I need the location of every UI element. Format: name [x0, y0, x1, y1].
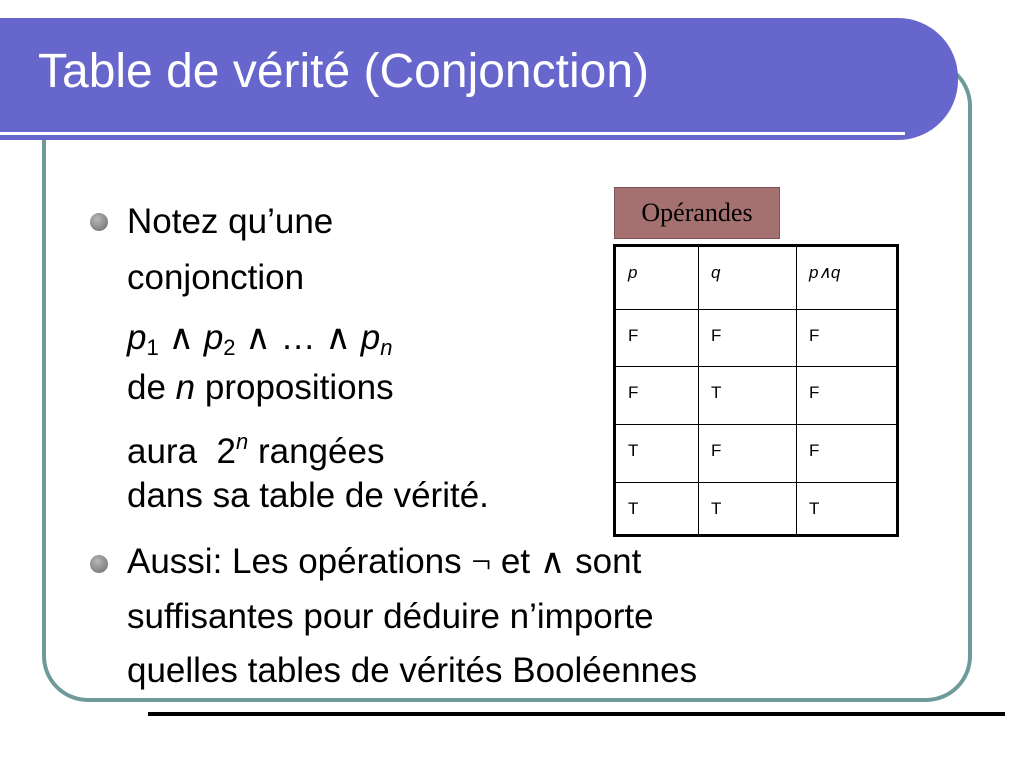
table-cell: T	[615, 425, 699, 483]
line-4-var: n	[175, 368, 196, 407]
table-row	[615, 483, 898, 536]
table-cell: T	[699, 483, 797, 536]
table-cell: F	[699, 425, 797, 483]
line-5-pre: aura	[127, 432, 198, 471]
table-cell: F	[797, 367, 898, 425]
formula-p2: p	[203, 318, 224, 357]
formula-sub-1: 1	[146, 335, 159, 360]
header-cell-p: p	[615, 246, 699, 310]
title-underline	[0, 132, 905, 135]
formula-sub-n: n	[380, 335, 393, 360]
formula-ellipsis: …	[280, 318, 316, 357]
line-4-post: propositions	[204, 368, 394, 407]
table-cell: F	[797, 310, 898, 367]
formula-and-2: ∧	[245, 318, 271, 357]
table-row	[615, 310, 898, 367]
table-cell: T	[615, 483, 699, 536]
table-cell: T	[797, 483, 898, 536]
bullet-2-post: sont	[575, 542, 642, 581]
bullet-2-line-2: suffisantes pour déduire n’importe	[127, 597, 654, 636]
table-cell: T	[699, 367, 797, 425]
bullet-2-line-3: quelles tables de vérités Booléennes	[127, 651, 698, 690]
header-cell-p-and-q: p∧q	[797, 246, 898, 310]
not-symbol: ¬	[471, 542, 492, 581]
bullet-1-line-6: dans sa table de vérité.	[127, 476, 489, 515]
bullet-2-marker	[90, 555, 108, 573]
table-cell: F	[699, 310, 797, 367]
header-cell-q: q	[699, 246, 797, 310]
table-cell: F	[615, 367, 699, 425]
bullet-2-pre: Aussi: Les opérations	[127, 542, 462, 581]
line-4-pre: de	[127, 368, 166, 407]
truth-table	[613, 244, 899, 537]
formula-sub-2: 2	[223, 335, 236, 360]
table-row	[615, 367, 898, 425]
table-cell: F	[615, 310, 699, 367]
bullet-2-line-1	[127, 542, 641, 582]
line-5-exp: n	[235, 429, 249, 454]
slide-title: Table de vérité (Conjonction)	[38, 45, 649, 98]
line-5-base: 2	[216, 432, 236, 471]
formula-and-3: ∧	[325, 318, 351, 357]
formula-and-1: ∧	[168, 318, 195, 357]
bullet-1-line-2: conjonction	[127, 258, 305, 297]
bullet-1-line-5	[127, 422, 384, 472]
bullet-1-line-1: Notez qu’une	[127, 202, 334, 241]
bullet-1-line-4	[127, 368, 394, 408]
formula-pn: p	[360, 318, 381, 357]
bullet-1-formula	[127, 318, 392, 368]
table-cell: F	[797, 425, 898, 483]
table-row	[615, 425, 898, 483]
bottom-rule	[148, 712, 1005, 716]
line-5-post: rangées	[257, 432, 385, 471]
bullet-1-marker	[90, 213, 108, 231]
bullet-2-mid: et	[500, 542, 531, 581]
formula-p1: p	[127, 318, 147, 357]
table-header-row	[615, 246, 898, 310]
and-symbol: ∧	[539, 542, 566, 581]
operandes-label: Opérandes	[614, 187, 780, 239]
